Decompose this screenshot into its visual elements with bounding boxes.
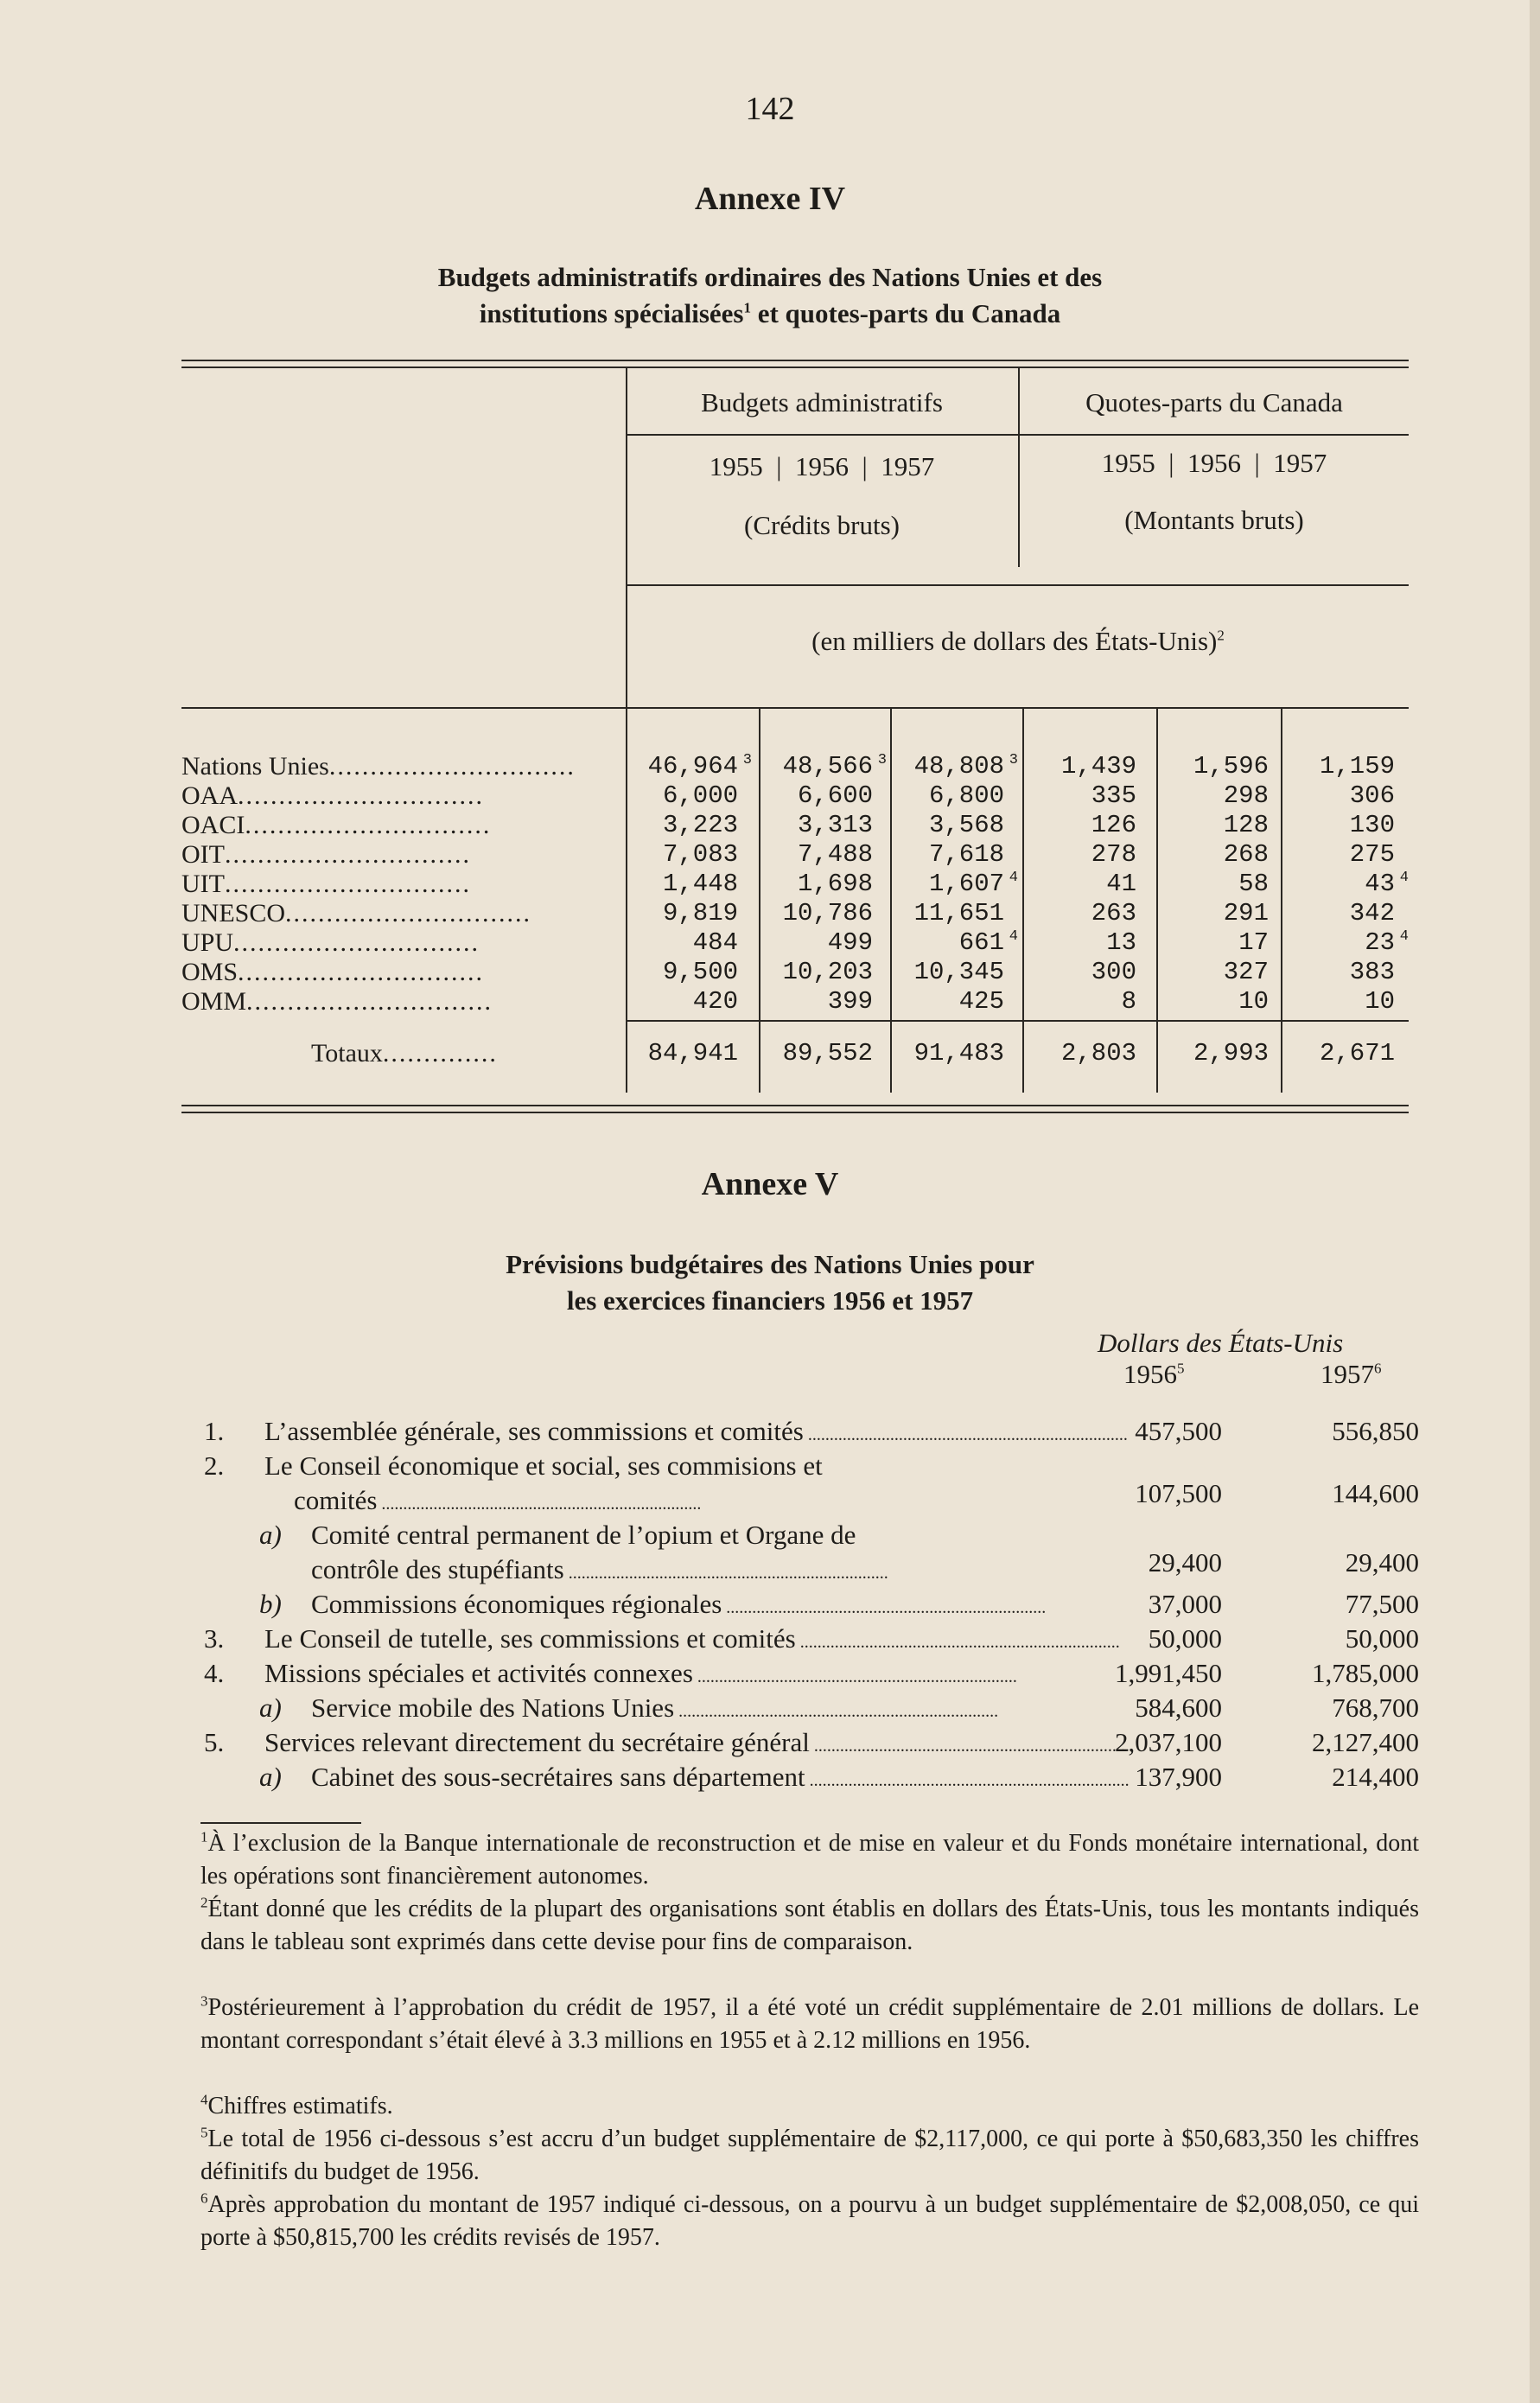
- cell-q1956: 268: [1223, 840, 1269, 869]
- footnote: $^6$Après approbation du montant de 1957 indiqué ci-dessous, on a pourvu à un budget supplémentaire de $2,008,050, ce qui porte à $50,815,700 les crédits revisés de 1957.: [200, 2189, 1419, 2251]
- value-1956: 584,600: [1135, 1692, 1222, 1723]
- annex-v-subtitle-line2: les exercices financiers 1956 et 1957: [566, 1285, 974, 1316]
- row-label: UIT..............................: [181, 870, 471, 898]
- year-1956-head: 1956$^5$: [1123, 1359, 1185, 1389]
- footnote-mark: 2: [200, 1894, 208, 1911]
- cell-b1957: 7,618: [928, 840, 1004, 869]
- item-number: 4.: [204, 1658, 225, 1688]
- item-number: a): [259, 1520, 282, 1550]
- cell-b1956: 7,488: [797, 840, 873, 869]
- item-text: Commissions économiques régionales ..........................................................................: [311, 1589, 1047, 1619]
- annex-iv-subtitle: [0, 259, 1540, 332]
- cell-b1955: 7,083: [662, 840, 738, 869]
- cell-q1957: 383: [1349, 958, 1395, 986]
- cell-q1957: 23 4: [1365, 928, 1409, 957]
- cell-q1957: 10: [1365, 987, 1395, 1016]
- table-bottom-rule-2: [181, 1112, 1409, 1113]
- cell-b1957: 48,808 3: [913, 752, 1018, 781]
- cell-q1955: 300: [1091, 958, 1136, 986]
- cell-q1956: 298: [1223, 781, 1269, 810]
- item-text: L’assemblée générale, ses commissions et comités ..........................................................................: [264, 1416, 1128, 1446]
- item-text: Le Conseil économique et social, ses commisions et: [264, 1450, 823, 1481]
- cell-b1955: 3,223: [662, 811, 738, 839]
- cell-q1955: 1,439: [1060, 752, 1136, 781]
- value-1956: 37,000: [1148, 1589, 1222, 1619]
- item-number: 1.: [204, 1416, 225, 1446]
- item-text: Cabinet des sous-secrétaires sans département ..........................................................................: [311, 1762, 1130, 1792]
- cell-q1956: 10: [1238, 987, 1269, 1016]
- item-number: a): [259, 1692, 282, 1723]
- cell-q1955: 8: [1121, 987, 1136, 1016]
- value-1956: 2,037,100: [1115, 1727, 1222, 1757]
- footnote: $^5$Le total de 1956 ci-dessous s’est accru d’un budget supplémentaire de $2,117,000, ce qui porte à $50,683,350 les chiffres définitifs du budget de 1956.: [200, 2124, 1419, 2185]
- cell-b1956: 3,313: [797, 811, 873, 839]
- cell-b1955: 9,500: [662, 958, 738, 986]
- header-montants-bruts: (Montants bruts): [1124, 505, 1304, 535]
- item-text-continued: comités ..........................................................................: [294, 1485, 702, 1515]
- item-text: Service mobile des Nations Unies ..........................................................................: [311, 1692, 999, 1723]
- value-1956: 457,500: [1135, 1416, 1222, 1446]
- item-number: 2.: [204, 1450, 225, 1481]
- row-label: UPU..............................: [181, 928, 480, 957]
- value-1957: 2,127,400: [1312, 1727, 1419, 1757]
- item-text: Le Conseil de tutelle, ses commissions et comités ..........................................................................: [264, 1623, 1120, 1654]
- value-1957: 214,400: [1332, 1762, 1419, 1792]
- cell-b1956: 6,600: [797, 781, 873, 810]
- cell-q1955: 335: [1091, 781, 1136, 810]
- annex-v-subtitle-line1: Prévisions budgétaires des Nations Unies pour: [506, 1249, 1034, 1279]
- cell-q1955: 263: [1091, 899, 1136, 927]
- value-1956: 1,991,450: [1115, 1658, 1222, 1688]
- value-1956: 137,900: [1135, 1762, 1222, 1792]
- cell-b1955: 1,448: [662, 870, 738, 898]
- cell-q1955: 126: [1091, 811, 1136, 839]
- page-number: 142: [745, 91, 795, 127]
- row-label: UNESCO..............................: [181, 899, 532, 927]
- item-number: a): [259, 1762, 282, 1792]
- row-label: OIT..............................: [181, 840, 471, 869]
- cell-b1957: 10,345: [913, 958, 1004, 986]
- total-b1956: 89,552: [782, 1039, 873, 1068]
- cell-b1956: 1,698: [797, 870, 873, 898]
- annex-v-subtitle: [0, 1246, 1540, 1319]
- header-years-quotes: 1955 | 1956 | 1957: [1101, 448, 1327, 478]
- cell-q1957: 43 4: [1365, 870, 1409, 898]
- cell-q1957: 342: [1349, 899, 1395, 927]
- header-units-rule-top: [626, 584, 1409, 586]
- annex-v-title: Annexe V: [701, 1166, 839, 1202]
- cell-q1955: 13: [1106, 928, 1136, 957]
- year-1957-head: 1957$^6$: [1320, 1359, 1382, 1389]
- footnote-rule: [200, 1822, 361, 1824]
- value-1956: 29,400: [1148, 1547, 1222, 1578]
- value-1956: 107,500: [1135, 1478, 1222, 1508]
- totals-rule: [626, 1020, 1409, 1022]
- row-label: OMS..............................: [181, 958, 485, 986]
- cell-q1956: 1,596: [1193, 752, 1269, 781]
- value-1957: 144,600: [1332, 1478, 1419, 1508]
- totals-label: Totaux..............: [311, 1039, 498, 1068]
- footnote: $^2$Étant donné que les crédits de la plupart des organisations sont établis en dollars des États-Unis, tous les montants indiqués dans le tableau sont exprimés dans cette devise pour fins de comparaison.: [200, 1894, 1419, 1955]
- header-group-rule: [626, 434, 1409, 436]
- cell-q1956: 291: [1223, 899, 1269, 927]
- header-group-divider: [1018, 367, 1020, 567]
- cell-b1956: 48,566 3: [782, 752, 887, 781]
- table-top-rule: [181, 360, 1409, 361]
- annex-iv-subtitle-line2: institutions spécialisées$^1$ et quotes-parts du Canada: [479, 298, 1061, 328]
- cell-b1955: 6,000: [662, 781, 738, 810]
- footnote-mark: 1: [200, 1828, 208, 1845]
- footnote-mark: 6: [200, 2189, 208, 2207]
- row-label: Nations Unies..............................: [181, 752, 576, 781]
- item-text: Comité central permanent de l’opium et Organe de: [311, 1520, 856, 1550]
- annex-iv-title: Annexe IV: [694, 181, 846, 217]
- cell-q1957: 1,159: [1319, 752, 1395, 781]
- footnote-mark: 5: [200, 2124, 208, 2141]
- cell-b1955: 420: [692, 987, 738, 1016]
- row-label: OACI..............................: [181, 811, 492, 839]
- currency-head: Dollars des États-Unis: [1098, 1328, 1344, 1358]
- item-text: Services relevant directement du secrétaire général ..........................................................................: [264, 1727, 1134, 1757]
- total-q1956: 2,993: [1193, 1039, 1269, 1068]
- cell-q1957: 130: [1349, 811, 1395, 839]
- total-b1955: 84,941: [647, 1039, 738, 1068]
- header-quotes: Quotes-parts du Canada: [1085, 387, 1343, 417]
- cell-b1957: 1,607 4: [928, 870, 1018, 898]
- row-label: OAA..............................: [181, 781, 484, 810]
- cell-b1957: 3,568: [928, 811, 1004, 839]
- cell-q1956: 58: [1238, 870, 1269, 898]
- value-1957: 50,000: [1345, 1623, 1419, 1654]
- cell-b1957: 11,651: [913, 899, 1004, 927]
- cell-b1957: 6,800: [928, 781, 1004, 810]
- value-1957: 29,400: [1345, 1547, 1419, 1578]
- total-q1957: 2,671: [1319, 1039, 1395, 1068]
- value-1956: 50,000: [1148, 1623, 1222, 1654]
- value-1957: 1,785,000: [1312, 1658, 1419, 1688]
- item-number: 5.: [204, 1727, 225, 1757]
- header-budgets: Budgets administratifs: [701, 387, 943, 417]
- total-b1957: 91,483: [913, 1039, 1004, 1068]
- cell-b1957: 425: [958, 987, 1004, 1016]
- cell-q1955: 41: [1106, 870, 1136, 898]
- footnote: $^3$Postérieurement à l’approbation du crédit de 1957, il a été voté un crédit supplémentaire de 2.01 millions de dollars. Le montant correspondant s’était élevé à 3.3 millions en 1955 et à 2.12 millions en 1956.: [200, 1992, 1419, 2054]
- total-q1955: 2,803: [1060, 1039, 1136, 1068]
- table-bottom-rule: [181, 1105, 1409, 1106]
- footnote: $^1$À l’exclusion de la Banque internationale de reconstruction et de mise en valeur et du Fonds monétaire international, dont les opérations sont financièrement autonomes.: [200, 1828, 1419, 1890]
- header-years-budgets: 1955 | 1956 | 1957: [709, 451, 935, 481]
- cell-q1957: 275: [1349, 840, 1395, 869]
- cell-b1955: 484: [692, 928, 738, 957]
- item-number: b): [259, 1589, 282, 1619]
- header-credits-bruts: (Crédits bruts): [744, 510, 900, 540]
- footnote-mark: 3: [200, 1992, 208, 2010]
- value-1957: 77,500: [1345, 1589, 1419, 1619]
- header-bottom-rule: [181, 707, 1409, 709]
- footnote-mark: 4: [200, 2091, 208, 2108]
- cell-b1956: 10,786: [782, 899, 873, 927]
- item-text: Missions spéciales et activités connexes ..........................................................................: [264, 1658, 1017, 1688]
- header-unit-note: (en milliers de dollars des États-Unis)$^2$: [811, 626, 1225, 656]
- cell-q1956: 327: [1223, 958, 1269, 986]
- cell-b1957: 661 4: [958, 928, 1018, 957]
- cell-b1956: 499: [827, 928, 873, 957]
- cell-b1956: 10,203: [782, 958, 873, 986]
- item-number: 3.: [204, 1623, 225, 1654]
- cell-q1956: 17: [1238, 928, 1269, 957]
- cell-q1955: 278: [1091, 840, 1136, 869]
- cell-b1956: 399: [827, 987, 873, 1016]
- value-1957: 768,700: [1332, 1692, 1419, 1723]
- row-label: OMM..............................: [181, 987, 493, 1016]
- cell-b1955: 9,819: [662, 899, 738, 927]
- value-1957: 556,850: [1332, 1416, 1419, 1446]
- cell-b1955: 46,964 3: [647, 752, 752, 781]
- cell-q1956: 128: [1223, 811, 1269, 839]
- footnote: $^4$Chiffres estimatifs.: [200, 2091, 393, 2119]
- annex-iv-subtitle-line1: Budgets administratifs ordinaires des Nations Unies et des: [437, 262, 1103, 292]
- table-top-rule-2: [181, 367, 1409, 368]
- item-text-continued: contrôle des stupéfiants ..........................................................................: [311, 1554, 888, 1584]
- cell-q1957: 306: [1349, 781, 1395, 810]
